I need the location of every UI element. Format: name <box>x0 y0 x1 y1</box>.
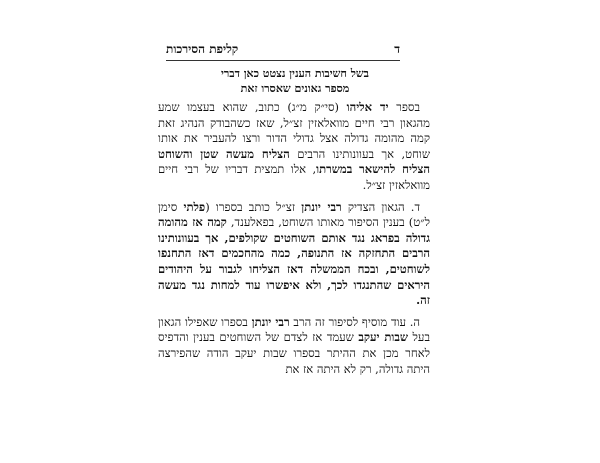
text-segment: בספר <box>388 100 420 114</box>
text-segment: ה. עוד מוסיף לסיפור זה הרב <box>289 314 421 329</box>
body-text <box>158 100 430 383</box>
text-segment: שעמד אז לצדם של השוחטים בענין והדפיס לאחר מכן את ההיתר בספרו שבות יעקב הודה שהפירצה היתה גדולה, רק לא היתה אז את <box>158 330 430 376</box>
header-rule <box>166 60 400 61</box>
text-segment: (סי״ק מ״ג) כתוב, שהוא בעצמו שמע מהגאון רבי חיים מוואלאזין זצ״ל, שאז כשהבודק הנהיג זאת קמה מהומה גדולה אצל גדולי הדור ורצו להעביר את אותו שוחט, אך בעוונותינו הרבים <box>158 100 430 161</box>
subheading-line: מספר גאונים שאסרו זאת <box>240 82 350 95</box>
bold-text-segment: הצליח מעשה שטן והשוחט הצליח להישאר במשרתו <box>158 146 430 177</box>
paragraph <box>158 200 430 309</box>
text-segment: , אלו תמצית דבריו של רבי חיים מוואלאזין זצ״ל. <box>158 162 430 192</box>
bold-text-segment: רבי יונתן <box>301 199 342 214</box>
text-segment: זצ״ל כותב בספרו ( <box>205 199 302 214</box>
text-segment: סימן ל״ט) בענין הסיפור מאותו השוחט, בפאלענד, <box>158 199 430 230</box>
bold-text-segment: קמה אז מהומה גדולה בפראג נגד אותם השוחטים שקולפים, אך בעוונותינו הרבים התחזקה אז התנופה, כמה מהחכמים דאז התחנפו לשוחטים, ובכח הממשלה דאז הצליחו לגבור על היהודים היראים שהתנגדו לכך, ולא איפשרו עוד למחות נגד מעשה זה. <box>158 215 430 308</box>
text-segment: ד. הגאון הצדיק <box>341 199 420 214</box>
subheading-line: בשל חשיבות הענין נצטט כאן דברי <box>221 67 369 80</box>
section-subheading <box>150 66 440 96</box>
page-number: ד <box>394 42 400 56</box>
paragraph <box>158 315 430 377</box>
text-segment: בספרו שאפילו הגאון בעל <box>158 314 430 345</box>
bold-text-segment: רבי יונתן <box>251 314 290 329</box>
bold-text-segment: שבות יעקב <box>358 330 409 345</box>
running-title: קליפת הסירכות <box>166 42 239 56</box>
page-header <box>166 42 400 57</box>
bold-text-segment: יד אליהו <box>346 100 389 114</box>
bold-text-segment: פלתי <box>183 199 206 214</box>
paragraph <box>158 100 430 194</box>
